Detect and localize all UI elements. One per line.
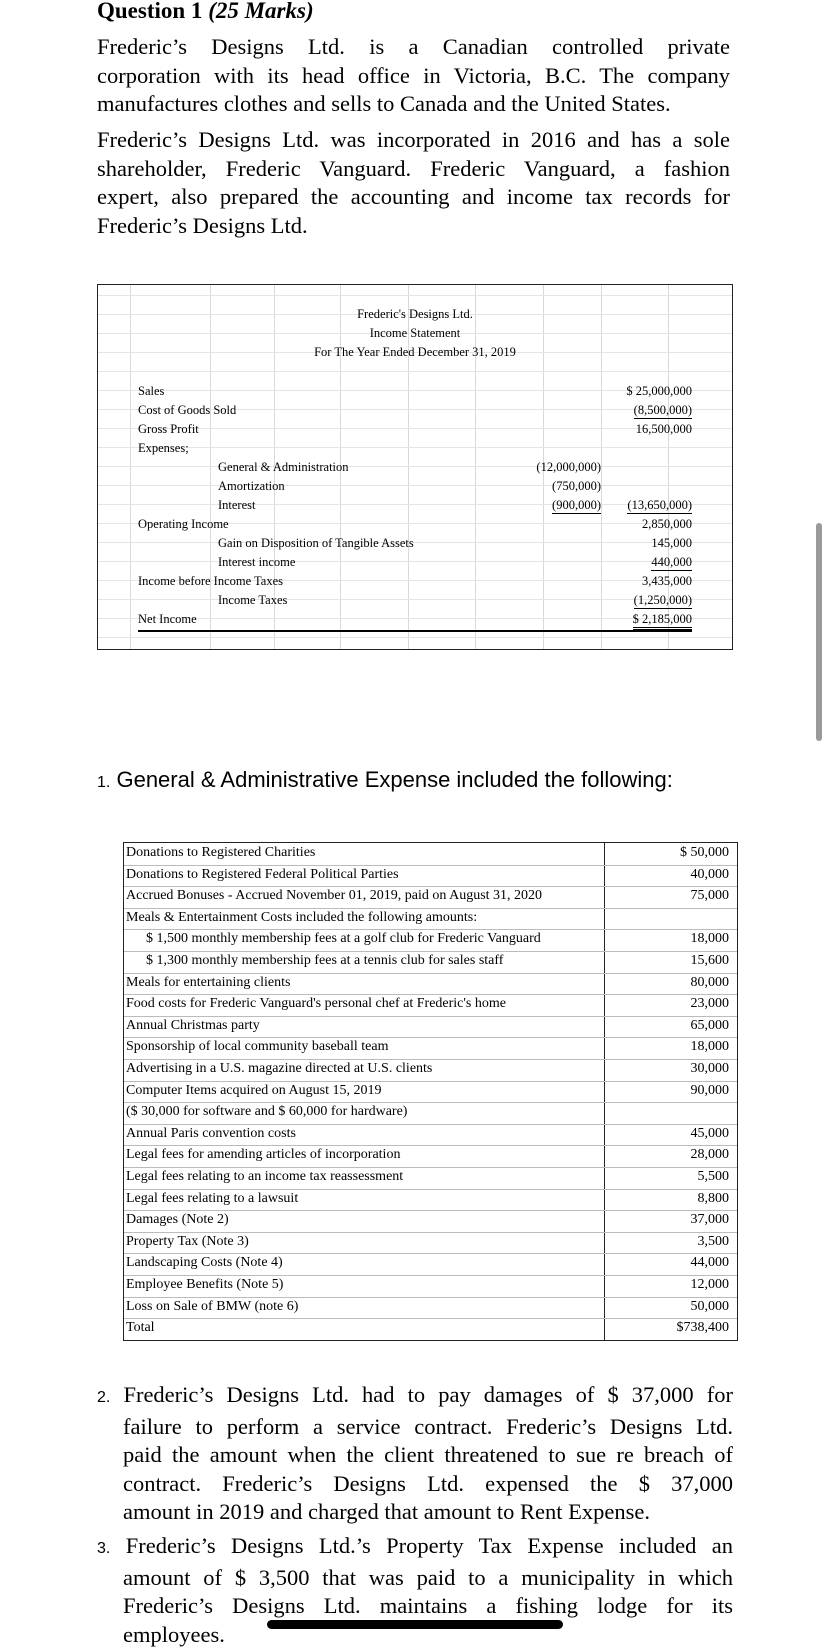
ga-description: Employee Benefits (Note 5)	[126, 1277, 284, 1292]
is-interest-label: Interest	[218, 498, 256, 512]
is-oi: 2,850,000	[642, 517, 692, 531]
ga-description: Food costs for Frederic Vanguard's personal chef at Frederic's home	[126, 996, 506, 1012]
note-3: 3. Frederic’s Designs Ltd.’s Property Tax Expense included an amount of $ 3,500 that was paid to a municipality in which Frederic’s Designs Ltd. maintains a fishing lodge for its employees.	[97, 1533, 733, 1647]
ga-row	[124, 1016, 737, 1038]
ga-amount: 3,500	[697, 1233, 729, 1249]
ga-amount: 40,000	[690, 866, 729, 882]
ga-amount: 37,000	[690, 1212, 729, 1228]
is-expenses-label: Expenses;	[138, 441, 189, 455]
is-ni: $ 2,185,000	[633, 612, 692, 630]
is-gain: 145,000	[651, 536, 692, 550]
is-ibt: 3,435,000	[642, 574, 692, 588]
income-statement	[97, 284, 733, 650]
ga-row	[124, 843, 737, 865]
ga-description: ($ 30,000 for software and $ 60,000 for hardware)	[126, 1104, 408, 1120]
ga-row	[124, 1102, 737, 1124]
ga-row	[124, 994, 737, 1016]
ga-row	[124, 1318, 737, 1340]
is-total-expenses: (13,650,000)	[627, 498, 692, 512]
ga-amount: 30,000	[690, 1061, 729, 1076]
ga-table	[123, 842, 738, 1341]
ga-description: Damages (Note 2)	[126, 1212, 229, 1228]
ga-amount: 75,000	[690, 888, 729, 904]
is-company: Frederic's Designs Ltd.	[357, 307, 473, 321]
ga-row	[124, 1167, 737, 1189]
ga-row	[124, 1037, 737, 1059]
ga-description: Legal fees relating to an income tax reassessment	[126, 1169, 404, 1184]
scrollbar-thumb[interactable]	[816, 523, 822, 741]
ga-amount: 90,000	[690, 1082, 729, 1098]
is-ni-label: Net Income	[138, 612, 197, 626]
is-cogs-label: Cost of Goods Sold	[138, 403, 237, 417]
is-cogs: (8,500,000)	[633, 403, 692, 417]
home-indicator[interactable]	[267, 1620, 563, 1629]
ga-amount: 44,000	[690, 1255, 729, 1271]
ga-row	[124, 886, 737, 908]
is-ga: (12,000,000)	[536, 460, 601, 474]
ga-amount: 45,000	[690, 1125, 729, 1141]
is-gp: 16,500,000	[635, 422, 692, 436]
ga-amount: 28,000	[690, 1147, 729, 1163]
ga-amount: 18,000	[690, 931, 729, 947]
is-sales-label: Sales	[138, 384, 165, 398]
ga-row	[124, 1253, 737, 1275]
ga-description: Loss on Sale of BMW (note 6)	[126, 1298, 299, 1314]
ga-description: Computer Items acquired on August 15, 2019	[126, 1082, 382, 1098]
is-oi-label: Operating Income	[138, 517, 229, 531]
ga-amount: 5,500	[697, 1169, 729, 1184]
is-interest: (900,000)	[552, 498, 601, 512]
is-gp-label: Gross Profit	[138, 422, 199, 436]
ga-row	[124, 1189, 737, 1211]
ga-row	[124, 1297, 737, 1319]
ga-row	[124, 929, 737, 951]
ga-description: Meals for entertaining clients	[126, 974, 291, 990]
ga-description: Accrued Bonuses - Accrued November 01, 2019, paid on August 31, 2020	[126, 888, 543, 904]
ga-amount: $ 50,000	[680, 845, 729, 860]
is-amort-label: Amortization	[218, 479, 285, 493]
question-title: Question 1 (25 Marks)	[97, 0, 314, 23]
ga-description: Advertising in a U.S. magazine directed at U.S. clients	[126, 1061, 433, 1076]
ga-amount: 50,000	[690, 1298, 729, 1314]
ga-row	[124, 1081, 737, 1103]
ga-amount: 15,600	[690, 953, 729, 968]
ga-row	[124, 865, 737, 887]
ga-row	[124, 1145, 737, 1167]
is-period: For The Year Ended December 31, 2019	[314, 345, 516, 359]
ga-description: Legal fees relating to a lawsuit	[126, 1190, 299, 1206]
is-ibt-label: Income before Income Taxes	[138, 574, 284, 588]
ga-description: Property Tax (Note 3)	[126, 1233, 249, 1249]
is-sales: $ 25,000,000	[626, 384, 692, 398]
ga-description: Donations to Registered Federal Political Parties	[126, 866, 399, 882]
ga-amount: 8,800	[697, 1190, 729, 1206]
ga-description: Annual Paris convention costs	[126, 1125, 296, 1141]
ga-description: Legal fees for amending articles of incorporation	[126, 1147, 401, 1163]
ga-amount: $738,400	[676, 1320, 729, 1336]
is-ii-label: Interest income	[218, 555, 296, 569]
is-ga-label: General & Administration	[218, 460, 349, 474]
ga-amount: 80,000	[690, 974, 729, 990]
ga-amount: 23,000	[690, 996, 729, 1012]
is-tax: (1,250,000)	[633, 593, 692, 607]
intro-paragraph-2: Frederic’s Designs Ltd. was incorporated in 2016 and has a sole shareholder, Frederic Vanguard. Frederic Vanguard, a fashion expert, also prepared the accounting and income tax records for Frederic’s Designs Ltd.	[97, 127, 730, 238]
ga-row	[124, 1210, 737, 1232]
ga-description: Landscaping Costs (Note 4)	[126, 1255, 283, 1271]
ga-row	[124, 973, 737, 995]
question-marks: (25 Marks)	[208, 0, 314, 23]
is-tax-label: Income Taxes	[218, 593, 288, 607]
ga-row	[124, 1275, 737, 1297]
ga-row	[124, 1232, 737, 1254]
ga-row	[124, 951, 737, 973]
is-gain-label: Gain on Disposition of Tangible Assets	[218, 536, 414, 550]
ga-description: Sponsorship of local community baseball team	[126, 1039, 389, 1055]
ga-description: $ 1,500 monthly membership fees at a golf club for Frederic Vanguard	[146, 931, 541, 947]
intro-paragraph-1: Frederic’s Designs Ltd. is a Canadian controlled private corporation with its head office in Victoria, B.C. The company manufactures clothes and sells to Canada and the United States.	[97, 34, 730, 116]
ga-description: Meals & Entertainment Costs included the following amounts:	[126, 909, 478, 925]
section-1-heading: 1. General & Administrative Expense included the following:	[97, 767, 673, 792]
ga-amount: 12,000	[690, 1277, 729, 1292]
ga-description: $ 1,300 monthly membership fees at a tennis club for sales staff	[146, 953, 504, 968]
is-amort: (750,000)	[552, 479, 601, 493]
ga-row	[124, 1124, 737, 1146]
ga-row	[124, 908, 737, 930]
ga-amount: 65,000	[690, 1017, 729, 1033]
ga-amount: 18,000	[690, 1039, 729, 1055]
is-title: Income Statement	[369, 326, 461, 340]
ga-description: Total	[126, 1320, 155, 1336]
is-ii: 440,000	[651, 555, 692, 569]
ga-description: Donations to Registered Charities	[126, 845, 316, 860]
note-2: 2. Frederic’s Designs Ltd. had to pay damages of $ 37,000 for failure to perform a service contract. Frederic’s Designs Ltd. paid the amount when the client threatened to sue re breach of contract. Frederic’s Designs Ltd. expensed the $ 37,000 amount in 2019 and charged that amount to Rent Expense.	[97, 1382, 733, 1524]
ga-description: Annual Christmas party	[126, 1017, 260, 1033]
ga-row	[124, 1059, 737, 1081]
